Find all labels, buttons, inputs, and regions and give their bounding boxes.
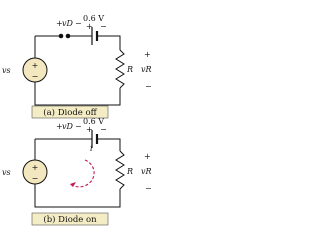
switch-dot-right (66, 34, 71, 39)
battery-minus-sign-b: − (100, 125, 107, 134)
resistor-label-b: R (127, 167, 134, 176)
circuit-a (2, 14, 152, 118)
battery-plus-sign-b: + (86, 125, 93, 134)
source-label: vs (2, 66, 11, 75)
battery-voltage-label-b: 0.6 V (83, 117, 105, 126)
diode-voltage-label-b: vD (62, 122, 73, 131)
current-label: i (90, 144, 93, 153)
voltage-source-a (23, 58, 47, 82)
wire-bottom (35, 82, 120, 105)
resistor-a (116, 50, 124, 88)
battery-minus-sign: − (100, 22, 107, 31)
caption-a: (a) Diode off (43, 108, 97, 118)
resistor-b (116, 151, 124, 189)
circuit-diagrams (0, 0, 159, 236)
resistor-voltage-label: vR (141, 65, 152, 74)
resistor-plus-sign: + (144, 50, 151, 59)
circuit-b (2, 117, 152, 225)
resistor-voltage-label-b: vR (141, 167, 152, 176)
caption-b: (b) Diode on (43, 215, 97, 225)
diode-plus-sign: + (56, 19, 63, 28)
battery-voltage-label: 0.6 V (83, 14, 105, 23)
diode-plus-sign-b: + (56, 122, 63, 131)
source-minus-sign-b: − (31, 174, 39, 183)
current-arrow (70, 160, 94, 187)
resistor-minus-sign-b: − (145, 184, 152, 193)
source-label-b: vs (2, 168, 11, 177)
resistor-plus-sign-b: + (144, 152, 151, 161)
wire-top-right (97, 36, 120, 50)
source-plus-sign: + (31, 61, 39, 70)
source-minus-sign: − (31, 72, 39, 81)
switch-dot-left (59, 34, 64, 39)
battery-plus-sign: + (86, 22, 93, 31)
diode-minus-sign: − (75, 19, 82, 28)
source-plus-sign-b: + (31, 163, 39, 172)
diode-voltage-label: vD (62, 19, 73, 28)
battery-b (92, 130, 97, 148)
resistor-label: R (127, 65, 134, 74)
resistor-minus-sign: − (145, 82, 152, 91)
wire-top-right-b (97, 139, 120, 151)
wire-bottom-b (35, 184, 120, 207)
voltage-source-b (23, 160, 47, 184)
battery-a (92, 27, 97, 45)
diode-minus-sign-b: − (75, 122, 82, 131)
